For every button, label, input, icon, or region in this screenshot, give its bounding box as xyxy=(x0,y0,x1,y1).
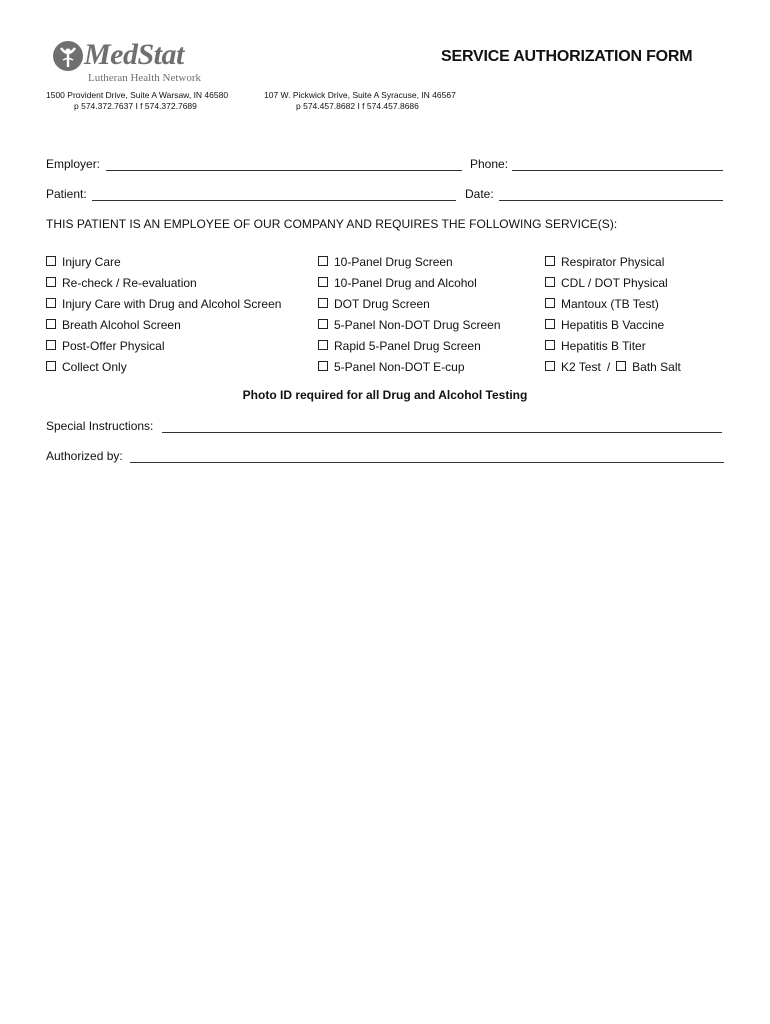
address-warsaw xyxy=(46,90,228,112)
patient-label: Patient: xyxy=(46,187,87,201)
service-label: 10-Panel Drug Screen xyxy=(334,254,453,269)
service-checkbox[interactable] xyxy=(46,335,281,356)
service-checkbox[interactable] xyxy=(46,293,281,314)
checkbox-icon[interactable] xyxy=(318,361,328,371)
address-phones: p 574.372.7637 I f 574.372.7689 xyxy=(74,101,197,111)
date-field[interactable] xyxy=(499,200,723,201)
phone-field[interactable] xyxy=(512,170,723,171)
address-phones: p 574.457.8682 I f 574.457.8686 xyxy=(296,101,419,111)
service-checkbox[interactable] xyxy=(318,251,501,272)
service-label: Rapid 5-Panel Drug Screen xyxy=(334,338,481,353)
address-syracuse xyxy=(264,90,456,112)
services-column-1 xyxy=(46,251,281,377)
address-street: 107 W. Pickwick Drive, Suite A Syracuse, IN 46567 xyxy=(264,90,456,100)
logo-subtitle: Lutheran Health Network xyxy=(88,72,202,84)
checkbox-icon[interactable] xyxy=(545,256,555,266)
service-checkbox[interactable] xyxy=(545,314,681,335)
photo-id-note: Photo ID required for all Drug and Alcohol Testing xyxy=(242,388,528,402)
checkbox-icon[interactable] xyxy=(616,361,626,371)
service-checkbox[interactable] xyxy=(545,272,681,293)
service-label: DOT Drug Screen xyxy=(334,296,430,311)
service-checkbox[interactable] xyxy=(46,356,281,377)
medstat-emblem-icon xyxy=(52,40,84,72)
special-instructions-row xyxy=(46,419,726,437)
services-statement: THIS PATIENT IS AN EMPLOYEE OF OUR COMPANY AND REQUIRES THE FOLLOWING SERVICE(S): xyxy=(46,217,618,231)
service-label: Injury Care with Drug and Alcohol Screen xyxy=(62,296,282,311)
checkbox-icon[interactable] xyxy=(46,340,56,350)
employer-field[interactable] xyxy=(106,170,462,171)
service-label: 5-Panel Non-DOT E-cup xyxy=(334,359,465,374)
service-checkbox[interactable] xyxy=(545,335,681,356)
special-instructions-label: Special Instructions: xyxy=(46,419,154,433)
checkbox-icon[interactable] xyxy=(545,298,555,308)
authorized-by-label: Authorized by: xyxy=(46,449,123,463)
k2-test-label: K2 Test xyxy=(561,359,601,374)
separator: / xyxy=(606,359,611,374)
address-street: 1500 Provident Drive, Suite A Warsaw, IN 46580 xyxy=(46,90,229,100)
checkbox-icon[interactable] xyxy=(318,340,328,350)
services-column-2 xyxy=(318,251,501,377)
checkbox-icon[interactable] xyxy=(46,361,56,371)
service-label: Breath Alcohol Screen xyxy=(62,317,181,332)
checkbox-icon[interactable] xyxy=(545,340,555,350)
service-checkbox[interactable] xyxy=(545,251,681,272)
employer-phone-row xyxy=(46,157,726,175)
service-label: 10-Panel Drug and Alcohol xyxy=(334,275,477,290)
checkbox-icon[interactable] xyxy=(545,319,555,329)
service-label: Respirator Physical xyxy=(561,254,665,269)
service-label: Mantoux (TB Test) xyxy=(561,296,659,311)
form-title: SERVICE AUTHORIZATION FORM xyxy=(441,48,693,65)
medstat-logo xyxy=(52,40,222,88)
k2-bath-salt-row xyxy=(545,356,681,377)
service-label: Collect Only xyxy=(62,359,127,374)
patient-field[interactable] xyxy=(92,200,456,201)
service-label: Injury Care xyxy=(62,254,121,269)
checkbox-icon[interactable] xyxy=(318,256,328,266)
service-checkbox[interactable] xyxy=(318,293,501,314)
service-checkbox[interactable] xyxy=(46,251,281,272)
service-checkbox[interactable] xyxy=(46,314,281,335)
checkbox-icon[interactable] xyxy=(46,256,56,266)
logo-wordmark: MedStat xyxy=(84,38,184,71)
service-checkbox[interactable] xyxy=(46,272,281,293)
service-checkbox[interactable] xyxy=(318,272,501,293)
checkbox-icon[interactable] xyxy=(46,319,56,329)
services-column-3 xyxy=(545,251,681,377)
service-label: Hepatitis B Vaccine xyxy=(561,317,665,332)
authorized-by-row xyxy=(46,449,726,467)
date-label: Date: xyxy=(465,187,494,201)
service-checkbox[interactable] xyxy=(318,335,501,356)
employer-label: Employer: xyxy=(46,157,101,171)
bath-salt-label: Bath Salt xyxy=(632,359,681,374)
checkbox-icon[interactable] xyxy=(46,277,56,287)
checkbox-icon[interactable] xyxy=(318,298,328,308)
service-label: Re-check / Re-evaluation xyxy=(62,275,197,290)
checkbox-icon[interactable] xyxy=(318,277,328,287)
checkbox-icon[interactable] xyxy=(545,277,555,287)
patient-date-row xyxy=(46,187,726,205)
service-checkbox[interactable] xyxy=(318,356,501,377)
phone-label: Phone: xyxy=(470,157,509,171)
service-label: Hepatitis B Titer xyxy=(561,338,646,353)
special-instructions-field[interactable] xyxy=(162,432,722,433)
service-label: 5-Panel Non-DOT Drug Screen xyxy=(334,317,501,332)
checkbox-icon[interactable] xyxy=(46,298,56,308)
service-checkbox[interactable] xyxy=(545,293,681,314)
checkbox-icon[interactable] xyxy=(318,319,328,329)
authorized-by-field[interactable] xyxy=(130,462,724,463)
service-label: CDL / DOT Physical xyxy=(561,275,668,290)
service-checkbox[interactable] xyxy=(318,314,501,335)
checkbox-icon[interactable] xyxy=(545,361,555,371)
service-label: Post-Offer Physical xyxy=(62,338,165,353)
